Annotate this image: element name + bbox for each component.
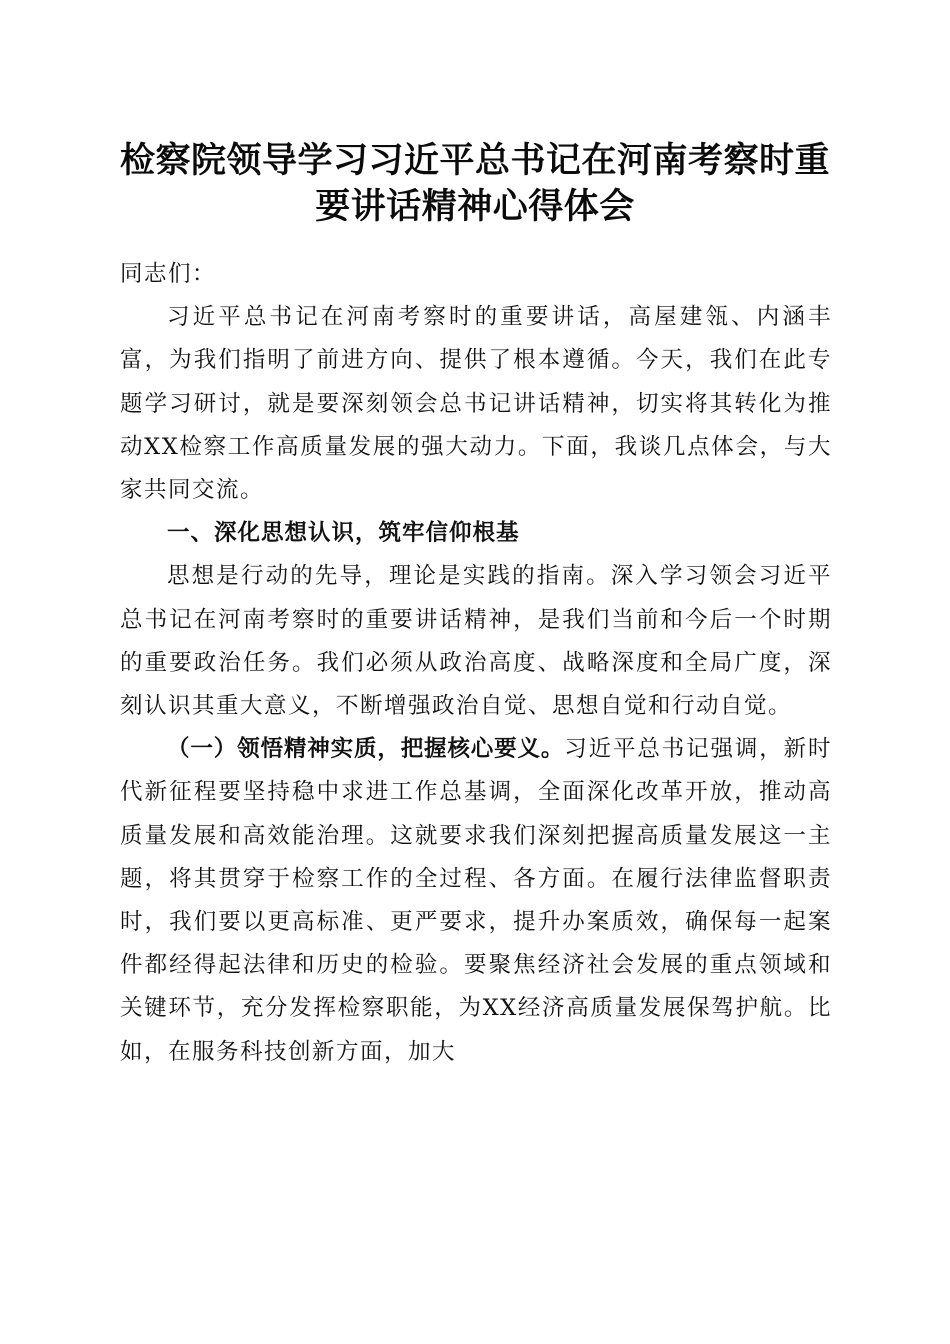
document-body: [120, 253, 832, 1074]
salutation: 同志们：: [120, 261, 217, 287]
title-line-2: 要讲话精神心得体会: [315, 186, 635, 227]
section-1-paragraph: 思想是行动的先导，理论是实践的指南。深入学习领会习近平总书记在河南考察时的重要讲话精神，是我们当前和今后一个时期的重要政治任务。我们必须从政治高度、战略深度和全局广度，深刻认识其重大意义，不断增强政治自觉、思想自觉和行动自觉。: [120, 563, 832, 720]
section-1-heading: 一、深化思想认识，筑牢信仰根基: [167, 520, 520, 547]
subsection-1-lead: （一）领悟精神实质，把握核心要义。: [167, 736, 565, 763]
title-line-1: 检察院领导学习习近平总书记在河南考察时重: [119, 140, 830, 181]
document-title: [100, 138, 850, 230]
subsection-1-paragraph: [120, 728, 832, 1074]
intro-paragraph: 习近平总书记在河南考察时的重要讲话，高屋建瓴、内涵丰富，为我们指明了前进方向、提供了根本遵循。今天，我们在此专题学习研讨，就是要深刻领会总书记讲话精神，切实将其转化为推动XX检察工作高质量发展的强大动力。下面，我谈几点体会，与大家共同交流。: [120, 304, 832, 504]
subsection-1-text: 习近平总书记强调，新时代新征程要坚持稳中求进工作总基调，全面深化改革开放，推动高质量发展和高效能治理。这就要求我们深刻把握高质量发展这一主题，将其贯穿于检察工作的全过程、各方面。在履行法律监督职责时，我们要以更高标准、更严要求，提升办案质效，确保每一起案件都经得起法律和历史的检验。要聚焦经济社会发展的重点领域和关键环节，充分发挥检察职能，为XX经济高质量发展保驾护航。比如，在服务科技创新方面，加大: [120, 736, 832, 1065]
